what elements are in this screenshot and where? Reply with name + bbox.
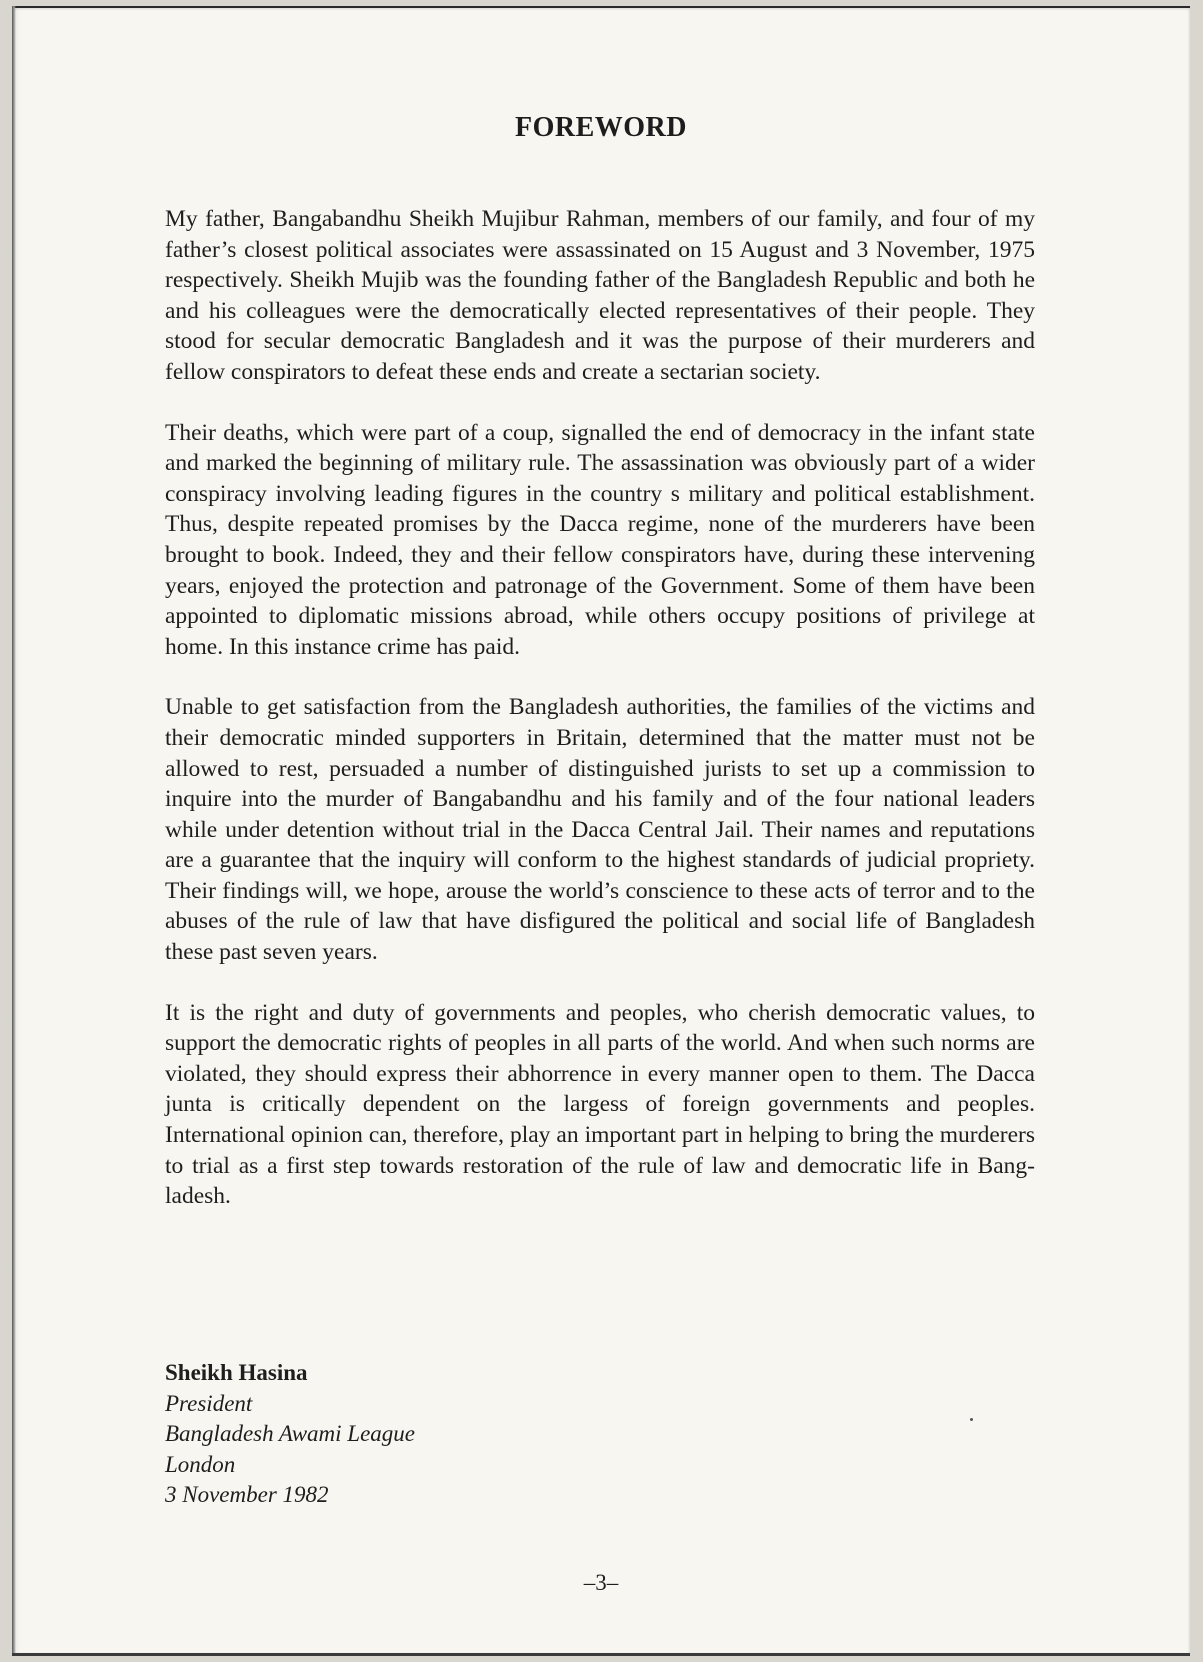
page-heading: FOREWORD — [515, 112, 687, 143]
page-number: –3– — [583, 1570, 619, 1595]
page-top-edge — [12, 6, 1190, 8]
signature-place: London — [165, 1451, 236, 1477]
page-bottom-edge — [12, 1653, 1190, 1656]
paper-speck — [970, 1418, 973, 1421]
signature-block — [165, 1358, 415, 1511]
paragraph-1: My father, Bangabandhu Sheikh Mujibur Rahman, members of our family, and four of my father’s closest political associates were assassinated on 15 August and 3 November, 1975 respectively. Sheikh Mujib was the founding father of the Bangladesh Republic and both he and his colleagues were the democratically elected representatives of their people. They stood for secular democratic Bangladesh and it was the purpose of their murderers and fellow conspirators to defeat these ends and create a sectarian society. — [165, 206, 1035, 385]
foreword-body — [165, 204, 1035, 1242]
paragraph-3: Unable to get satisfaction from the Bangladesh authorities, the families of the victims and their democratic minded supporters in Britain, determined that the matter must not be allowed to rest, persuaded a number of distinguished jurists to set up a commission to inquire into the murder of Bangabandhu and his family and of the four national leaders while under detention without trial in the Dacca Central Jail. Their names and reputations are a guarantee that the inquiry will conform to the highest standards of judicial propriety. Their findings will, we hope, arouse the world’s conscience to these acts of terror and to the abuses of the rule of law that have disfigured the political and social life of Bangladesh these past seven years. — [165, 694, 1035, 966]
signatory-name: Sheikh Hasina — [165, 1360, 308, 1385]
signature-date: 3 November 1982 — [165, 1482, 329, 1507]
signatory-organization: Bangladesh Awami League — [165, 1421, 416, 1446]
signatory-title: President — [165, 1390, 253, 1416]
page-left-edge — [12, 6, 16, 1656]
document-page — [12, 6, 1190, 1656]
paragraph-2: Their deaths, which were part of a coup, signalled the end of democracy in the infant state and marked the beginning of military rule. The assassination was obviously part of a wider conspiracy involving leading figures in the country s military and political establishment. Thus, despite repeated promises by the Dacca regime, none of the murderers have been brought to book. Indeed, they and their fellow conspirators have, during these intervening years, enjoyed the protection and patronage of the Government. Some of them have been appointed to diplomatic missions abroad, while others occupy positions of privilege at home. In this instance crime has paid. — [165, 419, 1035, 660]
paragraph-4: It is the right and duty of governments and peoples, who cherish democratic values, to support the democratic rights of peoples in all parts of the world. And when such norms are violated, they should express their abhorrence in every manner open to them. The Dacca junta is critically dependent on the largess of foreign governments and peoples. International opinion can, therefore, play an important part in helping to bring the murderers to trial as a first step towards restoration of the rule of law and democratic life in Bangladesh. — [165, 999, 1035, 1210]
